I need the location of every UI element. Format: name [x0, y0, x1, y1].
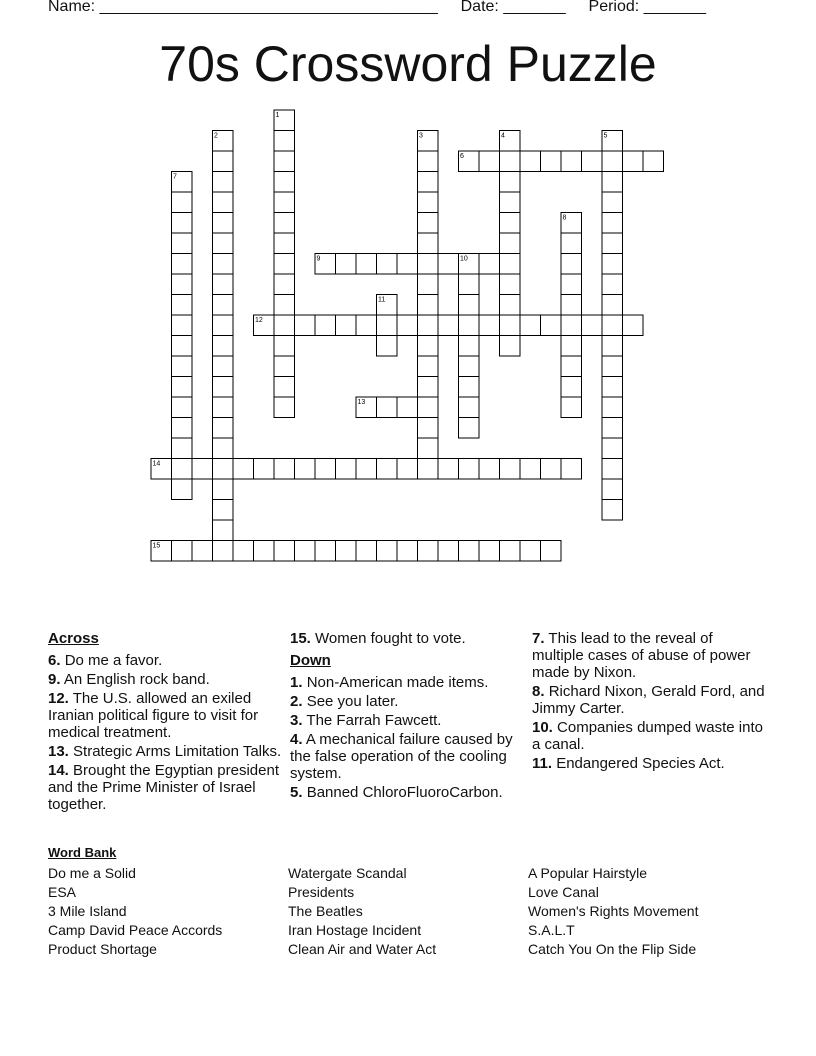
grid-cell[interactable]	[274, 295, 295, 316]
grid-cell[interactable]	[356, 541, 377, 562]
word-bank-item: Iran Hostage Incident	[288, 922, 422, 938]
grid-cell[interactable]	[213, 397, 234, 418]
clue-down-4: 4. A mechanical failure caused by the false operation of the cooling system.	[290, 731, 513, 782]
grid-cell[interactable]	[172, 315, 193, 336]
grid-cell[interactable]	[561, 377, 582, 398]
grid-cell[interactable]	[274, 336, 295, 357]
grid-cell[interactable]	[459, 541, 480, 562]
grid-cell[interactable]	[213, 418, 234, 439]
grid-cell[interactable]	[643, 151, 664, 172]
grid-cell[interactable]	[418, 233, 439, 254]
grid-cell[interactable]	[479, 541, 500, 562]
grid-cell[interactable]	[274, 541, 295, 562]
grid-cell[interactable]	[418, 213, 439, 234]
grid-cell[interactable]	[213, 295, 234, 316]
grid-cell[interactable]	[418, 172, 439, 193]
grid-cell[interactable]	[459, 418, 480, 439]
grid-cell[interactable]	[397, 315, 418, 336]
grid-cell[interactable]	[418, 377, 439, 398]
grid-cell[interactable]	[336, 315, 357, 336]
grid-cell[interactable]	[274, 254, 295, 275]
grid-cell[interactable]	[418, 315, 439, 336]
grid-cell[interactable]	[336, 541, 357, 562]
clue-number: 11	[378, 296, 386, 304]
grid-cell[interactable]	[602, 397, 623, 418]
grid-cell[interactable]	[213, 192, 234, 213]
grid-cell[interactable]	[582, 315, 603, 336]
grid-cell[interactable]	[438, 315, 459, 336]
grid-cell[interactable]	[274, 213, 295, 234]
clue-number: 8	[562, 214, 567, 222]
grid-cell[interactable]	[602, 356, 623, 377]
grid-cell[interactable]	[213, 479, 234, 500]
grid-cell[interactable]	[602, 418, 623, 439]
grid-cell[interactable]	[561, 233, 582, 254]
grid-cell[interactable]	[233, 459, 254, 480]
grid-cell[interactable]	[254, 459, 275, 480]
grid-cell[interactable]	[336, 459, 357, 480]
grid-cell[interactable]	[602, 274, 623, 295]
grid-cell[interactable]	[418, 274, 439, 295]
grid-cell[interactable]	[377, 397, 398, 418]
grid-cell[interactable]	[541, 459, 562, 480]
grid-cell[interactable]	[295, 315, 316, 336]
grid-cell[interactable]	[377, 315, 398, 336]
grid-cell[interactable]	[172, 438, 193, 459]
clue-down-7: 7. This lead to the reveal of multiple cases of abuse of power made by Nixon.	[532, 630, 751, 681]
grid-cell[interactable]	[459, 295, 480, 316]
clue-across-15: 15. Women fought to vote.	[290, 630, 466, 647]
grid-cell[interactable]	[213, 336, 234, 357]
grid-cell[interactable]	[172, 274, 193, 295]
clue-number: 4	[501, 132, 505, 140]
date-label: Date:	[460, 0, 499, 15]
grid-cell[interactable]	[213, 213, 234, 234]
grid-cell[interactable]	[500, 315, 521, 336]
grid-cell[interactable]	[623, 151, 644, 172]
word-bank-item: Clean Air and Water Act	[288, 941, 437, 957]
word-bank-column-3	[528, 864, 698, 959]
grid-cell[interactable]	[602, 438, 623, 459]
grid-cell[interactable]	[479, 315, 500, 336]
grid-cell[interactable]	[500, 192, 521, 213]
clue-down-1: 1. Non-American made items.	[290, 674, 489, 691]
grid-cell[interactable]	[602, 479, 623, 500]
word-bank-item: Product Shortage	[48, 941, 157, 957]
grid-cell[interactable]	[561, 397, 582, 418]
name-blank[interactable]: ______________________________________	[99, 0, 438, 15]
grid-cell[interactable]	[602, 500, 623, 521]
grid-cell[interactable]	[561, 459, 582, 480]
grid-cell[interactable]	[377, 336, 398, 357]
grid-cell[interactable]	[274, 131, 295, 152]
clue-down-2: 2. See you later.	[290, 693, 399, 710]
grid-cell[interactable]	[397, 254, 418, 275]
clue-number: 3	[419, 132, 423, 140]
grid-cell[interactable]	[500, 541, 521, 562]
grid-cell[interactable]	[459, 315, 480, 336]
clue-across-12: 12. The U.S. allowed an exiled Iranian political figure to visit for medical treatment.	[48, 690, 259, 741]
grid-cell[interactable]	[520, 459, 541, 480]
word-bank-item: Love Canal	[528, 884, 599, 900]
date-blank[interactable]: _______	[503, 0, 566, 15]
grid-cell[interactable]	[192, 541, 213, 562]
grid-cell[interactable]	[541, 151, 562, 172]
down-heading: Down	[290, 652, 331, 669]
grid-cell[interactable]	[233, 541, 254, 562]
grid-cell[interactable]	[213, 233, 234, 254]
clue-down-10: 10. Companies dumped waste into a canal.	[532, 719, 763, 753]
grid-cell[interactable]	[377, 254, 398, 275]
grid-cell[interactable]	[438, 254, 459, 275]
clues-column-2	[290, 630, 518, 803]
grid-cell[interactable]	[418, 151, 439, 172]
grid-cell[interactable]	[623, 315, 644, 336]
grid-cell[interactable]	[397, 397, 418, 418]
grid-cell[interactable]	[479, 459, 500, 480]
grid-cell[interactable]	[172, 459, 193, 480]
grid-cell[interactable]	[213, 438, 234, 459]
grid-cell[interactable]	[172, 397, 193, 418]
grid-cell[interactable]	[213, 500, 234, 521]
grid-cell[interactable]	[254, 541, 275, 562]
clue-across-9: 9. An English rock band.	[48, 671, 210, 688]
grid-cell[interactable]	[602, 192, 623, 213]
grid-cell[interactable]	[397, 541, 418, 562]
word-bank-item: 3 Mile Island	[48, 903, 127, 919]
grid-cell[interactable]	[541, 315, 562, 336]
grid-cell[interactable]	[315, 541, 336, 562]
clue-number: 9	[316, 255, 321, 263]
grid-cell[interactable]	[418, 438, 439, 459]
grid-cell[interactable]	[500, 274, 521, 295]
clue-number: 1	[275, 112, 280, 119]
grid-cell[interactable]	[213, 377, 234, 398]
across-heading: Across	[48, 630, 99, 647]
grid-cell[interactable]	[561, 295, 582, 316]
grid-cell[interactable]	[561, 151, 582, 172]
clue-down-11: 11. Endangered Species Act.	[532, 755, 725, 772]
grid-cell[interactable]	[602, 233, 623, 254]
grid-cell[interactable]	[213, 315, 234, 336]
grid-cell[interactable]	[192, 459, 213, 480]
grid-cell[interactable]	[438, 459, 459, 480]
grid-cell[interactable]	[602, 315, 623, 336]
grid-cell[interactable]	[418, 336, 439, 357]
grid-cell[interactable]	[172, 254, 193, 275]
grid-cell[interactable]	[602, 254, 623, 275]
name-label: Name:	[48, 0, 96, 15]
grid-cell[interactable]	[459, 397, 480, 418]
grid-cell[interactable]	[213, 459, 234, 480]
grid-cell[interactable]	[561, 274, 582, 295]
grid-cell[interactable]	[561, 356, 582, 377]
grid-cell[interactable]	[295, 459, 316, 480]
clue-across-13: 13. Strategic Arms Limitation Talks.	[48, 743, 282, 760]
grid-cell[interactable]	[459, 274, 480, 295]
grid-cell[interactable]	[561, 315, 582, 336]
grid-cell[interactable]	[172, 479, 193, 500]
grid-cell[interactable]	[602, 172, 623, 193]
grid-cell[interactable]	[602, 336, 623, 357]
grid-cell[interactable]	[602, 377, 623, 398]
word-bank-item: S.A.L.T	[528, 922, 575, 938]
word-bank-column-2	[288, 864, 436, 959]
grid-cell[interactable]	[541, 541, 562, 562]
grid-cell[interactable]	[561, 254, 582, 275]
clue-across-14: 14. Brought the Egyptian president and the Prime Minister of Israel together.	[48, 762, 280, 813]
grid-cell[interactable]	[315, 315, 336, 336]
grid-cell[interactable]	[418, 459, 439, 480]
clue-number: 5	[603, 132, 608, 140]
clue-across-6: 6. Do me a favor.	[48, 652, 163, 669]
grid-cell[interactable]	[500, 213, 521, 234]
word-bank-item: Catch You On the Flip Side	[528, 941, 697, 957]
grid-cell[interactable]	[602, 459, 623, 480]
clue-number: 13	[357, 399, 366, 406]
grid-cell[interactable]	[377, 459, 398, 480]
word-bank-item: Do me a Solid	[48, 865, 136, 881]
word-bank-item: A Popular Hairstyle	[528, 865, 648, 881]
grid-cell[interactable]	[561, 336, 582, 357]
clue-number: 14	[152, 460, 161, 468]
grid-cell[interactable]	[418, 418, 439, 439]
grid-cell[interactable]	[274, 233, 295, 254]
grid-cell[interactable]	[500, 336, 521, 357]
grid-cell[interactable]	[274, 192, 295, 213]
grid-cell[interactable]	[336, 254, 357, 275]
grid-cell[interactable]	[274, 459, 295, 480]
grid-cell[interactable]	[172, 192, 193, 213]
grid-cell[interactable]	[213, 541, 234, 562]
grid-cell[interactable]	[418, 397, 439, 418]
clue-down-8: 8. Richard Nixon, Gerald Ford, and Jimmy Carter.	[532, 683, 765, 717]
period-blank[interactable]: _______	[643, 0, 706, 15]
grid-cell[interactable]	[418, 356, 439, 377]
grid-cell[interactable]	[500, 459, 521, 480]
grid-cell[interactable]	[500, 172, 521, 193]
grid-cell[interactable]	[520, 151, 541, 172]
clues-column-1	[48, 630, 283, 815]
grid-cell[interactable]	[315, 459, 336, 480]
grid-cell[interactable]	[500, 233, 521, 254]
grid-cell[interactable]	[582, 151, 603, 172]
grid-cell[interactable]	[274, 274, 295, 295]
grid-cell[interactable]	[602, 213, 623, 234]
grid-cell[interactable]	[274, 172, 295, 193]
word-bank-item: ESA	[48, 884, 77, 900]
word-bank-item: The Beatles	[288, 903, 363, 919]
grid-cell[interactable]	[479, 254, 500, 275]
grid-cell[interactable]	[172, 233, 193, 254]
grid-cell[interactable]	[356, 459, 377, 480]
grid-cell[interactable]	[274, 397, 295, 418]
grid-cell[interactable]	[500, 295, 521, 316]
grid-cell[interactable]	[274, 356, 295, 377]
grid-cell[interactable]	[459, 459, 480, 480]
grid-cell[interactable]	[213, 356, 234, 377]
grid-cell[interactable]	[520, 541, 541, 562]
grid-cell[interactable]	[418, 254, 439, 275]
grid-cell[interactable]	[213, 254, 234, 275]
grid-cell[interactable]	[356, 315, 377, 336]
grid-cell[interactable]	[172, 213, 193, 234]
grid-cell[interactable]	[356, 254, 377, 275]
grid-cell[interactable]	[418, 541, 439, 562]
grid-cell[interactable]	[172, 336, 193, 357]
grid-cell[interactable]	[213, 274, 234, 295]
grid-cell[interactable]	[274, 151, 295, 172]
grid-cell[interactable]	[602, 295, 623, 316]
grid-cell[interactable]	[459, 356, 480, 377]
grid-cell[interactable]	[213, 520, 234, 541]
clue-number: 7	[173, 173, 177, 181]
grid-cell[interactable]	[500, 254, 521, 275]
grid-cell[interactable]	[459, 336, 480, 357]
clue-number: 10	[460, 255, 468, 263]
grid-cell[interactable]	[172, 418, 193, 439]
grid-cell[interactable]	[500, 151, 521, 172]
grid-cell[interactable]	[438, 541, 459, 562]
grid-cell[interactable]	[397, 459, 418, 480]
period-label: Period:	[588, 0, 640, 15]
word-bank-heading: Word Bank	[48, 845, 117, 860]
word-bank-item: Watergate Scandal	[288, 865, 407, 881]
clues-column-3	[532, 630, 768, 774]
clue-number: 15	[152, 542, 161, 550]
grid-cell[interactable]	[602, 151, 623, 172]
grid-cell[interactable]	[172, 541, 193, 562]
clue-number: 6	[460, 153, 464, 160]
grid-cell[interactable]	[418, 295, 439, 316]
grid-cell[interactable]	[479, 151, 500, 172]
grid-cell[interactable]	[520, 315, 541, 336]
word-bank-item: Women's Rights Movement	[528, 903, 699, 919]
grid-cell[interactable]	[172, 356, 193, 377]
word-bank-item: Presidents	[288, 884, 355, 900]
grid-cell[interactable]	[172, 377, 193, 398]
page-title: 70s Crossword Puzzle	[159, 36, 657, 92]
word-bank-column-1	[48, 864, 222, 959]
grid-cell[interactable]	[459, 377, 480, 398]
clue-down-5: 5. Banned ChloroFluoroCarbon.	[290, 784, 503, 801]
clue-number: 12	[255, 317, 263, 324]
grid-cell[interactable]	[295, 541, 316, 562]
grid-cell[interactable]	[213, 172, 234, 193]
grid-cell[interactable]	[274, 377, 295, 398]
clue-number: 2	[214, 132, 218, 140]
grid-cell[interactable]	[274, 315, 295, 336]
grid-cell[interactable]	[377, 541, 398, 562]
grid-cell[interactable]	[418, 192, 439, 213]
grid-cell[interactable]	[213, 151, 234, 172]
clue-down-3: 3. The Farrah Fawcett.	[290, 712, 442, 729]
word-bank-item: Camp David Peace Accords	[48, 922, 223, 938]
grid-cell[interactable]	[172, 295, 193, 316]
